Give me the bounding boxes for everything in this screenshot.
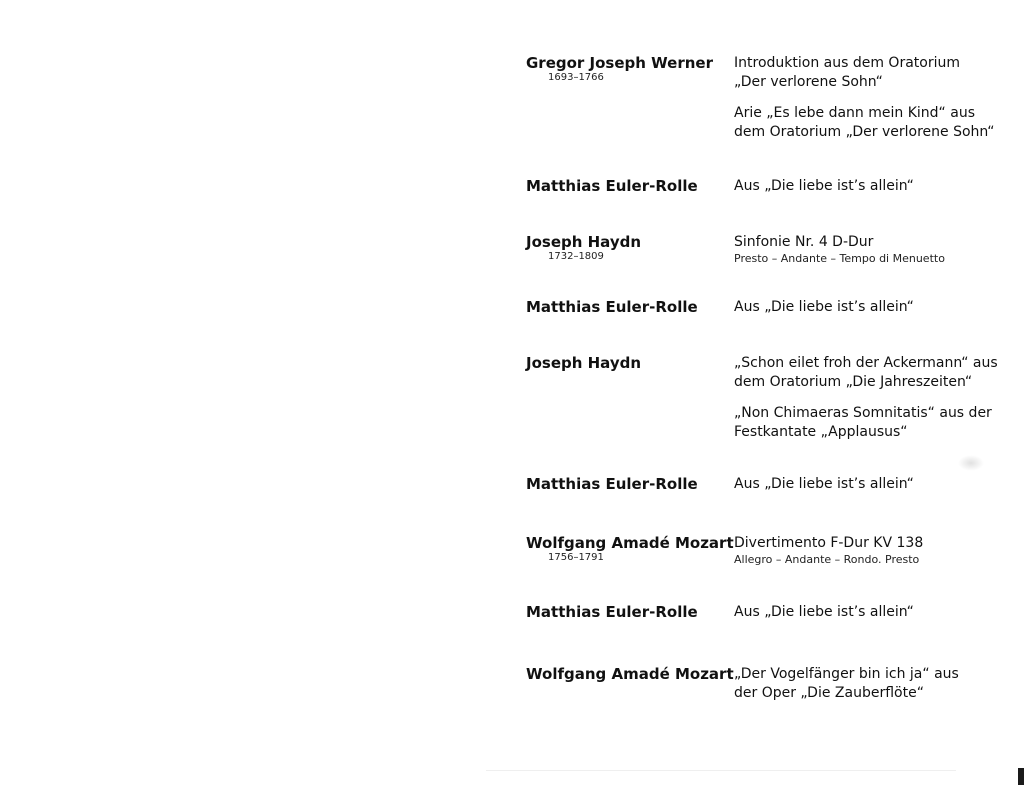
work bbox=[734, 534, 1019, 567]
composer-name: Wolfgang Amadé Mozart bbox=[526, 534, 734, 552]
work bbox=[734, 298, 1019, 317]
composer-name: Gregor Joseph Werner bbox=[526, 54, 714, 72]
composer-name: Matthias Euler-Rolle bbox=[526, 298, 698, 316]
work-title-line: Aus „Die liebe ist’s allein“ bbox=[734, 299, 914, 315]
work-title-line: Aus „Die liebe ist’s allein“ bbox=[734, 476, 914, 492]
composer bbox=[526, 354, 726, 372]
composer bbox=[526, 603, 726, 621]
work bbox=[734, 665, 1019, 703]
works-list bbox=[734, 534, 1019, 567]
composer bbox=[526, 534, 734, 564]
work-title-line: Introduktion aus dem Oratorium bbox=[734, 55, 960, 71]
works-list bbox=[734, 233, 1019, 266]
composer-dates: 1693–1766 bbox=[548, 72, 604, 83]
composer bbox=[526, 665, 734, 683]
work bbox=[734, 354, 1019, 392]
scan-edge-mark bbox=[1018, 768, 1024, 785]
work-title-line: „Der verlorene Sohn“ bbox=[734, 74, 883, 90]
composer bbox=[526, 233, 726, 263]
composer bbox=[526, 54, 726, 84]
work bbox=[734, 404, 1019, 442]
work bbox=[734, 475, 1019, 494]
work-title-line: „Non Chimaeras Somnitatis“ aus der bbox=[734, 405, 992, 421]
works-list bbox=[734, 665, 1019, 703]
work bbox=[734, 177, 1019, 196]
work-title-line: Sinfonie Nr. 4 D-Dur bbox=[734, 234, 874, 250]
work bbox=[734, 603, 1019, 622]
composer-name: Wolfgang Amadé Mozart bbox=[526, 665, 734, 683]
work-title-line: dem Oratorium „Die Jahreszeiten“ bbox=[734, 374, 973, 390]
composer-name: Matthias Euler-Rolle bbox=[526, 177, 698, 195]
work-title-line: Arie „Es lebe dann mein Kind“ aus bbox=[734, 105, 975, 121]
works-list bbox=[734, 475, 1019, 494]
composer-name: Joseph Haydn bbox=[526, 233, 642, 251]
composer-name: Matthias Euler-Rolle bbox=[526, 603, 698, 621]
work-movements: Presto – Andante – Tempo di Menuetto bbox=[734, 252, 945, 265]
work-title-line: „Der Vogelfänger bin ich ja“ aus bbox=[734, 666, 959, 682]
works-list bbox=[734, 54, 1019, 142]
composer-dates: 1732–1809 bbox=[548, 251, 604, 262]
composer bbox=[526, 298, 726, 316]
work bbox=[734, 233, 1019, 266]
composer-name: Joseph Haydn bbox=[526, 354, 642, 372]
composer-dates: 1756–1791 bbox=[548, 552, 604, 563]
works-list bbox=[734, 603, 1019, 622]
work-title-line: der Oper „Die Zauberflöte“ bbox=[734, 685, 924, 701]
work-title-line: dem Oratorium „Der verlorene Sohn“ bbox=[734, 124, 995, 140]
work-title-line: Festkantate „Applausus“ bbox=[734, 424, 908, 440]
work-movements: Allegro – Andante – Rondo. Presto bbox=[734, 553, 920, 566]
works-list bbox=[734, 298, 1019, 317]
work-title-line: Aus „Die liebe ist’s allein“ bbox=[734, 178, 914, 194]
scan-edge-line bbox=[486, 770, 956, 771]
work bbox=[734, 54, 1019, 92]
work-title-line: Divertimento F-Dur KV 138 bbox=[734, 535, 924, 551]
work-title-line: Aus „Die liebe ist’s allein“ bbox=[734, 604, 914, 620]
works-list bbox=[734, 354, 1019, 442]
composer bbox=[526, 177, 726, 195]
work bbox=[734, 104, 1019, 142]
work-title-line: „Schon eilet froh der Ackermann“ aus bbox=[734, 355, 998, 371]
composer-name: Matthias Euler-Rolle bbox=[526, 475, 698, 493]
composer bbox=[526, 475, 726, 493]
works-list bbox=[734, 177, 1019, 196]
scan-smudge bbox=[958, 455, 984, 471]
